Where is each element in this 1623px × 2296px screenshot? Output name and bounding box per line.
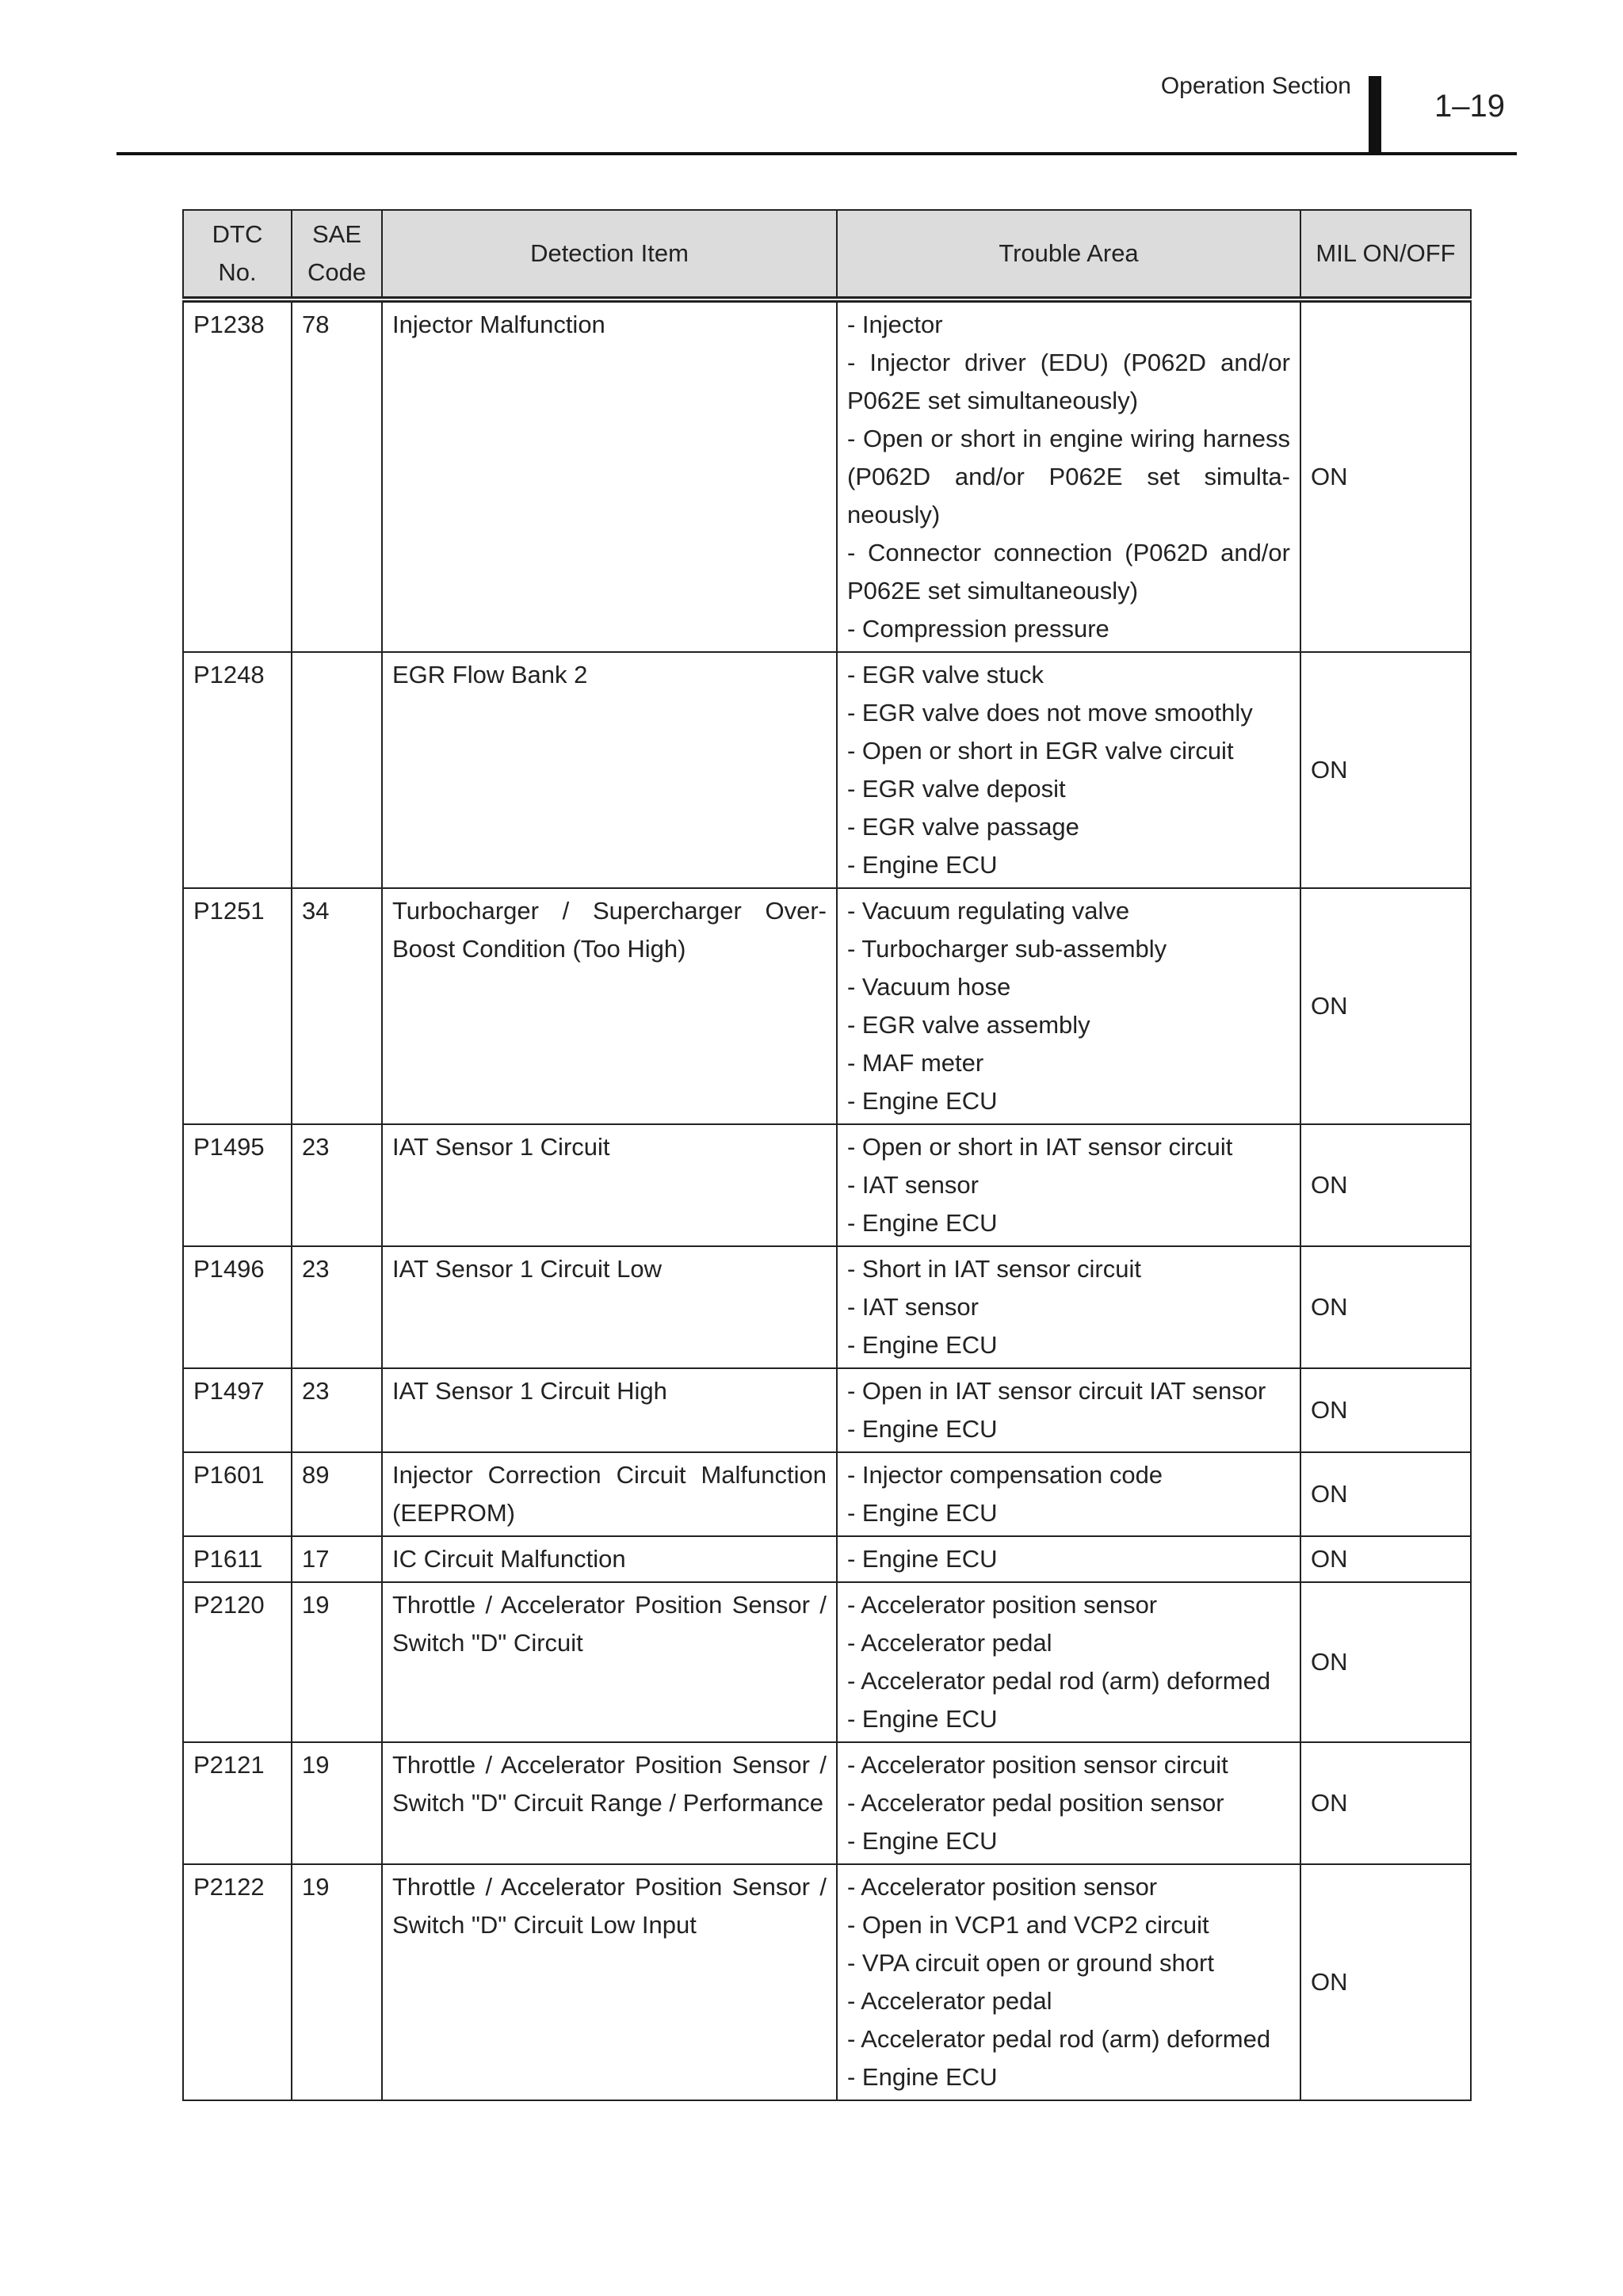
detection-item-cell: IAT Sensor 1 Circuit	[382, 1124, 837, 1246]
trouble-area-item: - Open or short in engine wiring harness (P062D and/or P062E set simulta-neously)	[847, 425, 1290, 528]
trouble-area-item: - EGR valve assembly	[847, 1011, 1090, 1039]
dtc-code-cell: P1496	[183, 1246, 292, 1368]
trouble-area-item: - Open in IAT sensor circuit IAT sensor	[847, 1377, 1266, 1405]
mil-status-cell: ON	[1300, 299, 1471, 652]
dtc-code-cell: P1601	[183, 1452, 292, 1536]
trouble-area-item: - Injector compensation code	[847, 1461, 1163, 1489]
trouble-area-cell	[837, 888, 1300, 1124]
detection-item-cell: Injector Malfunction	[382, 299, 837, 652]
sae-code-cell: 23	[292, 1124, 382, 1246]
trouble-area-item: - EGR valve does not move smoothly	[847, 699, 1253, 727]
mil-status-cell: ON	[1300, 1582, 1471, 1742]
mil-status-cell: ON	[1300, 888, 1471, 1124]
table-row	[183, 1368, 1471, 1452]
detection-item-cell: IAT Sensor 1 Circuit Low	[382, 1246, 837, 1368]
dtc-table	[182, 209, 1472, 2101]
sae-code-cell: 34	[292, 888, 382, 1124]
trouble-area-item: - Accelerator position sensor circuit	[847, 1751, 1228, 1779]
detection-item-cell: IAT Sensor 1 Circuit High	[382, 1368, 837, 1452]
column-header-sae-line1: SAE	[311, 220, 362, 248]
trouble-area-item: - Connector connection (P062D and/or P062E set simultaneously)	[847, 539, 1290, 605]
trouble-area-item: - Turbocharger sub-assembly	[847, 935, 1167, 963]
trouble-area-item: - Accelerator pedal position sensor	[847, 1789, 1224, 1817]
trouble-area-item: - VPA circuit open or ground short	[847, 1949, 1214, 1977]
trouble-area-item: - Engine ECU	[847, 1499, 998, 1527]
trouble-area-item: - Vacuum regulating valve	[847, 897, 1130, 925]
mil-status-cell: ON	[1300, 1452, 1471, 1536]
trouble-area-item: - Accelerator position sensor	[847, 1591, 1158, 1619]
sae-code-cell: 23	[292, 1246, 382, 1368]
trouble-area-item: - Open or short in EGR valve circuit	[847, 737, 1234, 765]
sae-code-cell: 19	[292, 1582, 382, 1742]
column-header-detection-item: Detection Item	[382, 210, 837, 299]
trouble-area-item: - Vacuum hose	[847, 973, 1011, 1001]
trouble-area-item: - EGR valve passage	[847, 813, 1079, 841]
table-row	[183, 652, 1471, 888]
detection-item-cell: Throttle / Accelerator Position Sensor / Switch "D" Circuit	[382, 1582, 837, 1742]
trouble-area-cell	[837, 1246, 1300, 1368]
trouble-area-item: - Open or short in IAT sensor circuit	[847, 1133, 1233, 1161]
section-title: Operation Section	[1160, 73, 1351, 99]
trouble-area-item: - Engine ECU	[847, 851, 998, 879]
trouble-area-cell	[837, 1864, 1300, 2100]
trouble-area-cell	[837, 299, 1300, 652]
table-row	[183, 1742, 1471, 1864]
trouble-area-cell	[837, 652, 1300, 888]
column-header-sae-line2: Code	[307, 258, 367, 286]
trouble-area-item: - Engine ECU	[847, 1331, 998, 1359]
detection-item-cell: Turbocharger / Supercharger Over-Boost Condition (Too High)	[382, 888, 837, 1124]
page-number: 1–19	[1434, 89, 1505, 124]
dtc-code-cell: P1251	[183, 888, 292, 1124]
trouble-area-cell	[837, 1582, 1300, 1742]
column-header-dtc-line2: No.	[218, 258, 257, 286]
mil-status-cell: ON	[1300, 1742, 1471, 1864]
header-divider-bar	[1369, 76, 1381, 153]
trouble-area-item: - Compression pressure	[847, 615, 1109, 643]
sae-code-cell: 17	[292, 1536, 382, 1582]
table-row	[183, 1864, 1471, 2100]
table-row	[183, 1246, 1471, 1368]
table-row	[183, 1536, 1471, 1582]
sae-code-cell: 19	[292, 1742, 382, 1864]
table-row	[183, 1452, 1471, 1536]
mil-status-cell: ON	[1300, 1368, 1471, 1452]
trouble-area-item: - MAF meter	[847, 1049, 984, 1077]
trouble-area-item: - Accelerator pedal	[847, 1987, 1052, 2015]
trouble-area-item: - Injector driver (EDU) (P062D and/or P062E set simultaneously)	[847, 349, 1290, 414]
sae-code-cell: 78	[292, 299, 382, 652]
trouble-area-item: - Engine ECU	[847, 1087, 998, 1115]
trouble-area-item: - IAT sensor	[847, 1293, 979, 1321]
mil-status-cell: ON	[1300, 652, 1471, 888]
mil-status-cell: ON	[1300, 1246, 1471, 1368]
trouble-area-cell	[837, 1536, 1300, 1582]
trouble-area-item: - Engine ECU	[847, 1705, 998, 1733]
trouble-area-cell	[837, 1452, 1300, 1536]
mil-status-cell: ON	[1300, 1864, 1471, 2100]
detection-item-cell: Throttle / Accelerator Position Sensor / Switch "D" Circuit Range / Performance	[382, 1742, 837, 1864]
trouble-area-cell	[837, 1742, 1300, 1864]
trouble-area-cell	[837, 1124, 1300, 1246]
sae-code-cell: 19	[292, 1864, 382, 2100]
table-row	[183, 299, 1471, 652]
table-row	[183, 888, 1471, 1124]
sae-code-cell	[292, 652, 382, 888]
table-row	[183, 1124, 1471, 1246]
trouble-area-item: - Accelerator pedal rod (arm) deformed	[847, 2025, 1271, 2053]
mil-status-cell: ON	[1300, 1124, 1471, 1246]
trouble-area-item: - Engine ECU	[847, 1827, 998, 1855]
column-header-sae	[292, 210, 382, 299]
trouble-area-item: - EGR valve stuck	[847, 661, 1044, 688]
dtc-code-cell: P2122	[183, 1864, 292, 2100]
dtc-code-cell: P1611	[183, 1536, 292, 1582]
trouble-area-item: - Injector	[847, 311, 943, 338]
trouble-area-item: - Engine ECU	[847, 1415, 998, 1443]
trouble-area-item: - Engine ECU	[847, 1209, 998, 1237]
detection-item-cell: IC Circuit Malfunction	[382, 1536, 837, 1582]
table-row	[183, 1582, 1471, 1742]
column-header-dtc-line1: DTC	[212, 220, 263, 248]
dtc-code-cell: P1238	[183, 299, 292, 652]
table-body	[183, 299, 1471, 2100]
detection-item-cell: Throttle / Accelerator Position Sensor / Switch "D" Circuit Low Input	[382, 1864, 837, 2100]
table-header-row	[183, 210, 1471, 299]
mil-status-cell: ON	[1300, 1536, 1471, 1582]
sae-code-cell: 89	[292, 1452, 382, 1536]
sae-code-cell: 23	[292, 1368, 382, 1452]
dtc-code-cell: P1248	[183, 652, 292, 888]
column-header-trouble-area: Trouble Area	[837, 210, 1300, 299]
trouble-area-item: - IAT sensor	[847, 1171, 979, 1199]
dtc-code-cell: P1497	[183, 1368, 292, 1452]
trouble-area-item: - Open in VCP1 and VCP2 circuit	[847, 1911, 1209, 1939]
dtc-code-cell: P2121	[183, 1742, 292, 1864]
trouble-area-item: - Accelerator pedal	[847, 1629, 1052, 1657]
detection-item-cell: EGR Flow Bank 2	[382, 652, 837, 888]
header-rule	[116, 152, 1517, 155]
detection-item-cell: Injector Correction Circuit Malfunction (EEPROM)	[382, 1452, 837, 1536]
column-header-mil: MIL ON/OFF	[1300, 210, 1471, 299]
trouble-area-cell	[837, 1368, 1300, 1452]
trouble-area-item: - EGR valve deposit	[847, 775, 1066, 803]
dtc-code-cell: P1495	[183, 1124, 292, 1246]
trouble-area-item: - Engine ECU	[847, 2063, 998, 2091]
column-header-dtc	[183, 210, 292, 299]
trouble-area-item: - Accelerator pedal rod (arm) deformed	[847, 1667, 1271, 1695]
trouble-area-item: - Engine ECU	[847, 1545, 998, 1573]
dtc-code-cell: P2120	[183, 1582, 292, 1742]
trouble-area-item: - Accelerator position sensor	[847, 1873, 1158, 1901]
trouble-area-item: - Short in IAT sensor circuit	[847, 1255, 1141, 1283]
